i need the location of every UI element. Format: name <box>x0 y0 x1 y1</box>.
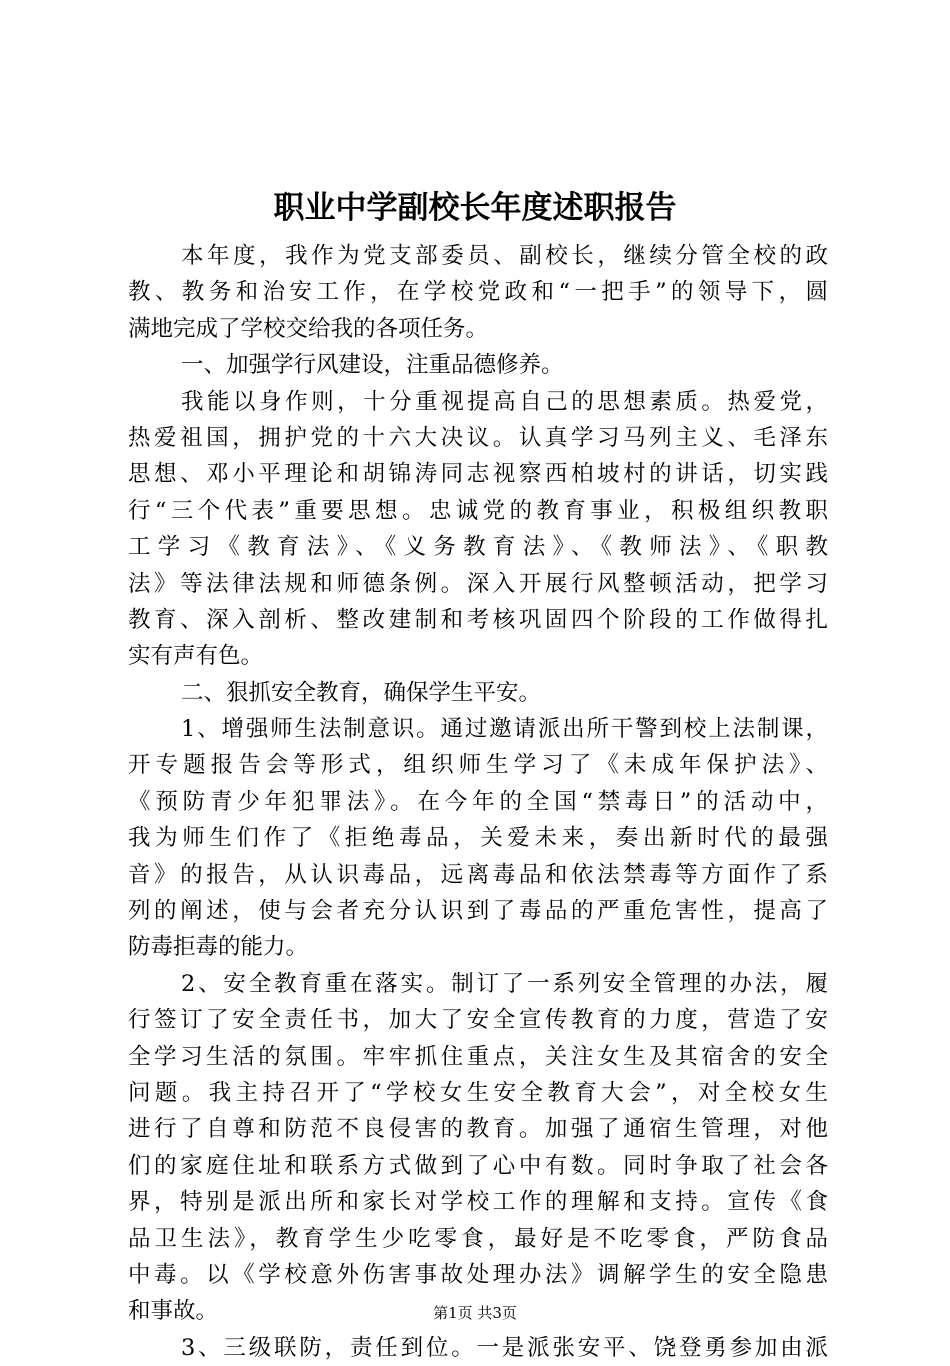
text-line: 全学习生活的氛围。牢牢抓住重点，关注女生及其宿舍的安全 <box>128 1043 828 1070</box>
text-line: 本年度，我作为党支部委员、副校长，继续分管全校的政 <box>181 243 828 269</box>
text-line: 工学习《教育法》、《义务教育法》、《教师法》、《职教 <box>128 534 828 561</box>
text-line: 中毒。以《学校意外伤害事故处理办法》调解学生的安全隐患 <box>128 1261 828 1288</box>
text-line: 行“三个代表”重要思想。忠诚党的教育事业，积极组织教职 <box>128 497 828 524</box>
text-line: 界，特别是派出所和家长对学校工作的理解和支持。宣传《食 <box>128 1189 828 1216</box>
text-line: 2、安全教育重在落实。制订了一系列安全管理的办法，履 <box>181 970 828 997</box>
text-line: 二、狠抓安全教育，确保学生平安。 <box>181 679 542 706</box>
text-line: 热爱祖国，拥护党的十六大决议。认真学习马列主义、毛泽东 <box>128 424 828 451</box>
text-line: 实有声有色。 <box>128 643 264 670</box>
text-line: 一、加强学行风建设，注重品德修养。 <box>181 352 564 379</box>
text-line: 和事故。 <box>128 1298 219 1325</box>
document-body <box>128 238 828 1366</box>
text-line: 防毒拒毒的能力。 <box>128 934 309 961</box>
text-line: 3、三级联防，责任到位。一是派张安平、饶登勇参加由派 <box>181 1334 828 1361</box>
text-line: 开专题报告会等形式，组织师生学习了《未成年保护法》、 <box>128 752 828 779</box>
text-line: 我为师生们作了《拒绝毒品，关爱未来，奏出新时代的最强 <box>128 825 828 852</box>
page-footer: 第1页 共3页 <box>433 1304 517 1322</box>
text-line: 满地完成了学校交给我的各项任务。 <box>128 315 489 342</box>
text-line: 1、增强师生法制意识。通过邀请派出所干警到校上法制课， <box>181 716 828 743</box>
document-title: 职业中学副校长年度述职报告 <box>273 190 677 226</box>
text-line: 问题。我主持召开了“学校女生安全教育大会”，对全校女生 <box>128 1079 828 1106</box>
text-line: 《预防青少年犯罪法》。在今年的全国“禁毒日”的活动中， <box>128 788 828 815</box>
text-line: 品卫生法》，教育学生少吃零食，最好是不吃零食，严防食品 <box>128 1225 828 1252</box>
text-line: 教育、深入剖析、整改建制和考核巩固四个阶段的工作做得扎 <box>128 606 828 633</box>
text-line: 法》等法律法规和师德条例。深入开展行风整顿活动，把学习 <box>128 570 828 597</box>
text-line: 音》的报告，从认识毒品，远离毒品和依法禁毒等方面作了系 <box>128 861 828 888</box>
text-line: 行签订了安全责任书，加大了安全宣传教育的力度，营造了安 <box>128 1007 828 1034</box>
text-line: 教、教务和治安工作，在学校党政和“一把手”的领导下，圆 <box>128 279 828 306</box>
text-line: 进行了自尊和防范不良侵害的教育。加强了通宿生管理，对他 <box>128 1116 828 1143</box>
text-line: 我能以身作则，十分重视提高自己的思想素质。热爱党， <box>181 388 828 415</box>
text-line: 思想、邓小平理论和胡锦涛同志视察西柏坡村的讲话，切实践 <box>128 461 828 488</box>
text-line: 列的阐述，使与会者充分认识到了毒品的严重危害性，提高了 <box>128 898 828 925</box>
text-line: 们的家庭住址和联系方式做到了心中有数。同时争取了社会各 <box>128 1152 828 1179</box>
